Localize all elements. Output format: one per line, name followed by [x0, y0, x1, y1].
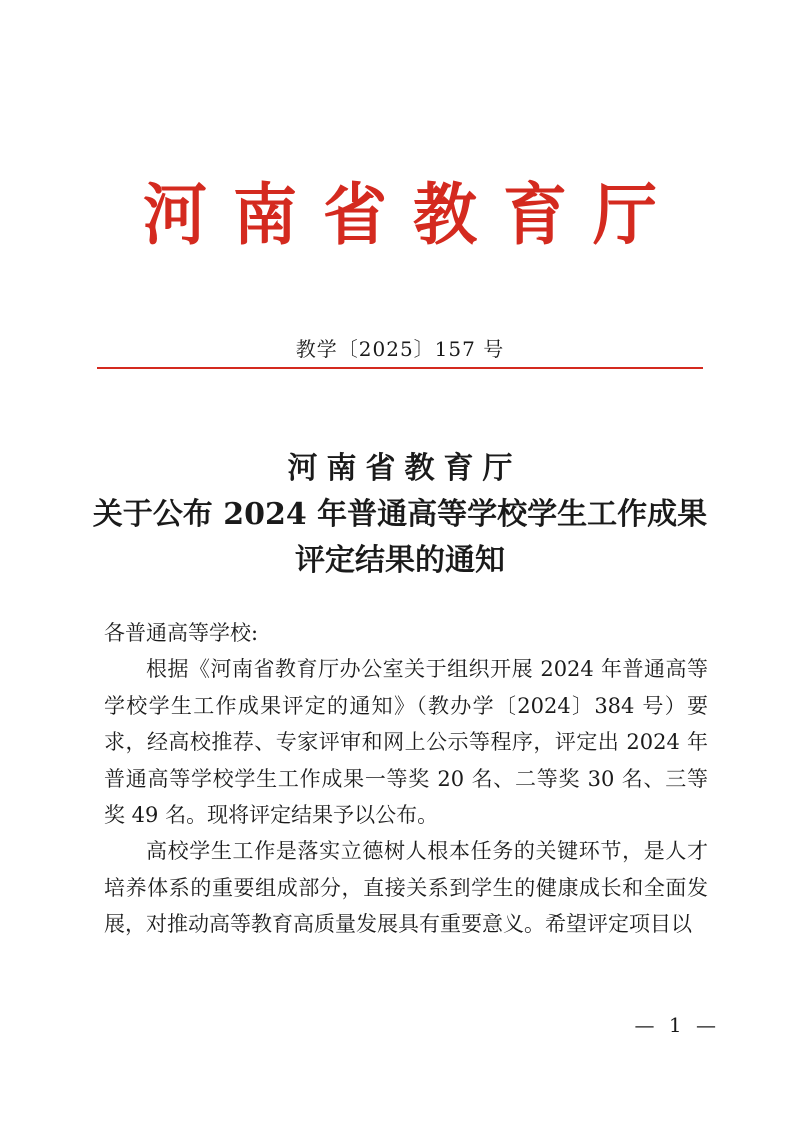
paragraph-2: 高校学生工作是落实立德树人根本任务的关键环节，是人才培养体系的重要组成部分，直接关系到学生的健康成长和全面发展，对推动高等教育高质量发展具有重要意义。希望评定项目以 [104, 839, 708, 937]
document-title [0, 446, 800, 584]
issuer-heading: 河南省教育厅 [143, 176, 683, 255]
document-body [104, 615, 708, 943]
document-number: 教学〔2025〕157 号 [295, 337, 505, 361]
title-line-2: 关于公布 2024 年普通高等学校学生工作成果 [92, 497, 708, 532]
title-line-3: 评定结果的通知 [295, 543, 505, 578]
page-number: — 1 — [634, 1013, 720, 1037]
title-line-1: 河南省教育厅 [287, 451, 522, 486]
red-separator-line [97, 367, 703, 369]
paragraph-1: 根据《河南省教育厅办公室关于组织开展 2024 年普通高等学校学生工作成果评定的通知》（教办学〔2024〕384 号）要求，经高校推荐、专家评审和网上公示等程序，评定出 2024 年普通高等学校学生工作成果一等奖 20 名、二等奖 30 名、三等奖 49 名。现将评定结果予以公布。 [104, 657, 708, 828]
salutation: 各普通高等学校: [104, 621, 259, 645]
